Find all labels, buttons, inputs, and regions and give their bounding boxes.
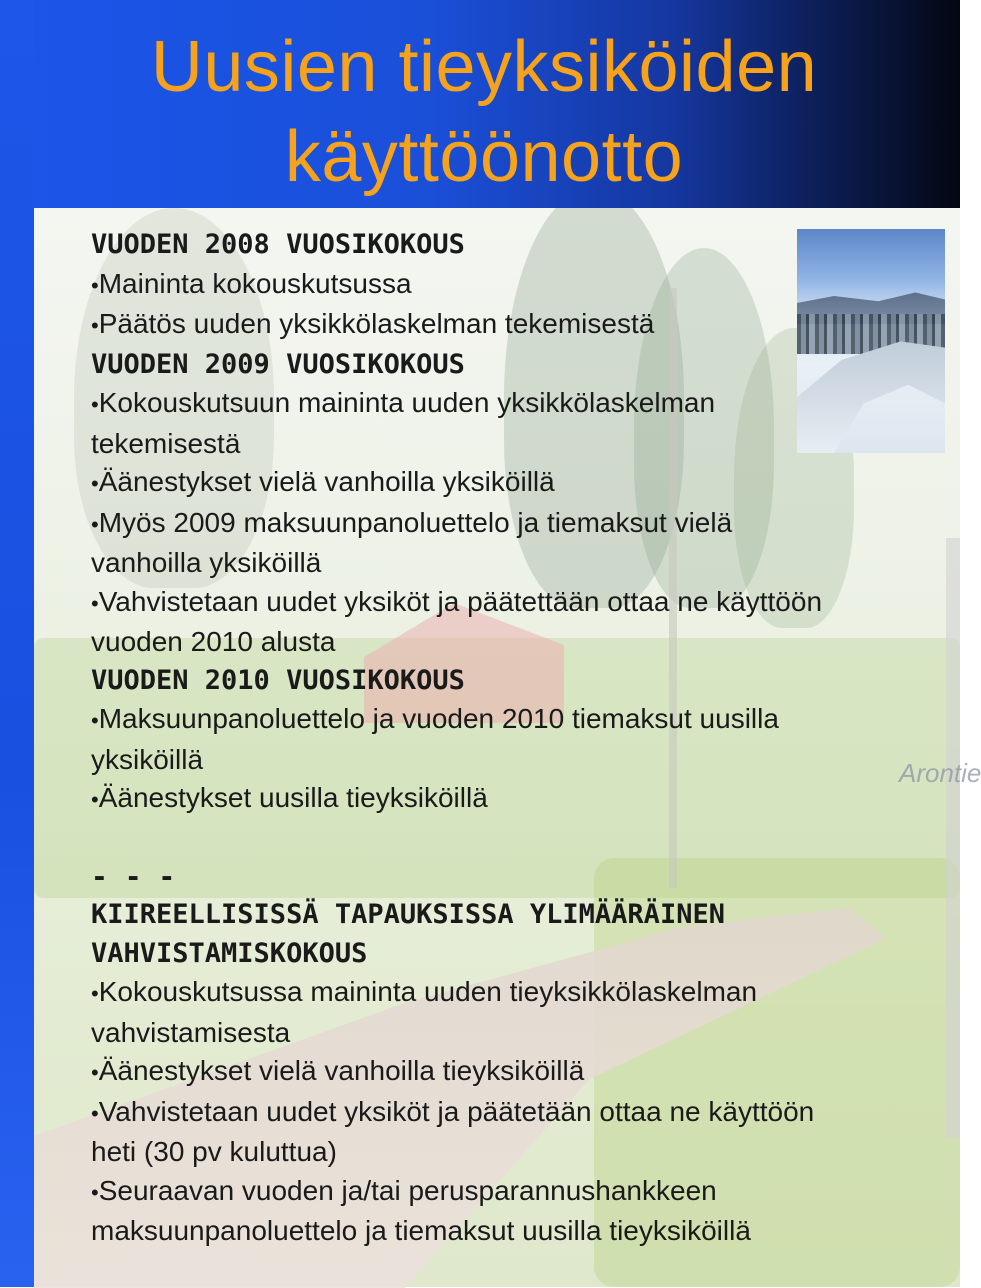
section-heading-2008: VUODEN 2008 VUOSIKOKOUS <box>91 229 465 260</box>
bullet-item: •Äänestykset vielä vanhoilla tieyksiköillä <box>91 1055 585 1086</box>
bullet-item: •Maininta kokouskutsussa <box>91 267 412 299</box>
slide-title <box>34 22 934 202</box>
title-line-1: Uusien tieyksiköiden <box>150 27 818 107</box>
bullet-item: •Seuraavan vuoden ja/tai perusparannushankkeen maksuunpanoluettelo ja tiemaksut uusilla tieyksiköillä <box>91 1174 751 1246</box>
bullet-item: •Vahvistetaan uudet yksiköt ja päätettään ottaa ne käyttöön vuoden 2010 alusta <box>91 585 823 657</box>
bullet-item: •Myös 2009 maksuunpanoluettelo ja tiemaksut vielä vanhoilla yksiköillä <box>91 506 733 578</box>
bullet-item: •Kokouskutsussa maininta uuden tieyksikkölaskelman vahvistamisesta <box>91 976 758 1048</box>
bullet-item: •Maksuunpanoluettelo ja vuoden 2010 tiemaksut uusilla yksiköillä <box>91 703 779 775</box>
section-heading-2010: VUODEN 2010 VUOSIKOKOUS <box>91 664 465 696</box>
bullet-item: •Vahvistetaan uudet yksiköt ja päätetään ottaa ne käyttöön heti (30 pv kuluttua) <box>91 1095 815 1167</box>
bullet-item: •Kokouskutsuun maininta uuden yksikkölaskelman tekemisestä <box>91 387 716 459</box>
bullet-item: •Päätös uuden yksikkölaskelman tekemisestä <box>91 308 655 339</box>
title-line-2: käyttöönotto <box>284 117 684 197</box>
slide-content <box>91 226 951 1251</box>
separator: - - - <box>91 859 176 893</box>
section-heading-2009: VUODEN 2009 VUOSIKOKOUS <box>91 348 465 380</box>
road-sign-text: Arontie <box>899 758 981 788</box>
section-heading-urgent: KIIREELLISISSÄ TAPAUKSISSA YLIMÄÄRÄINEN VAHVISTAMISKOKOUS <box>91 899 725 969</box>
bullet-item: •Äänestykset uusilla tieyksiköillä <box>91 782 488 813</box>
bullet-item: •Äänestykset vielä vanhoilla yksiköillä <box>91 466 555 497</box>
left-blue-band <box>0 0 34 1287</box>
